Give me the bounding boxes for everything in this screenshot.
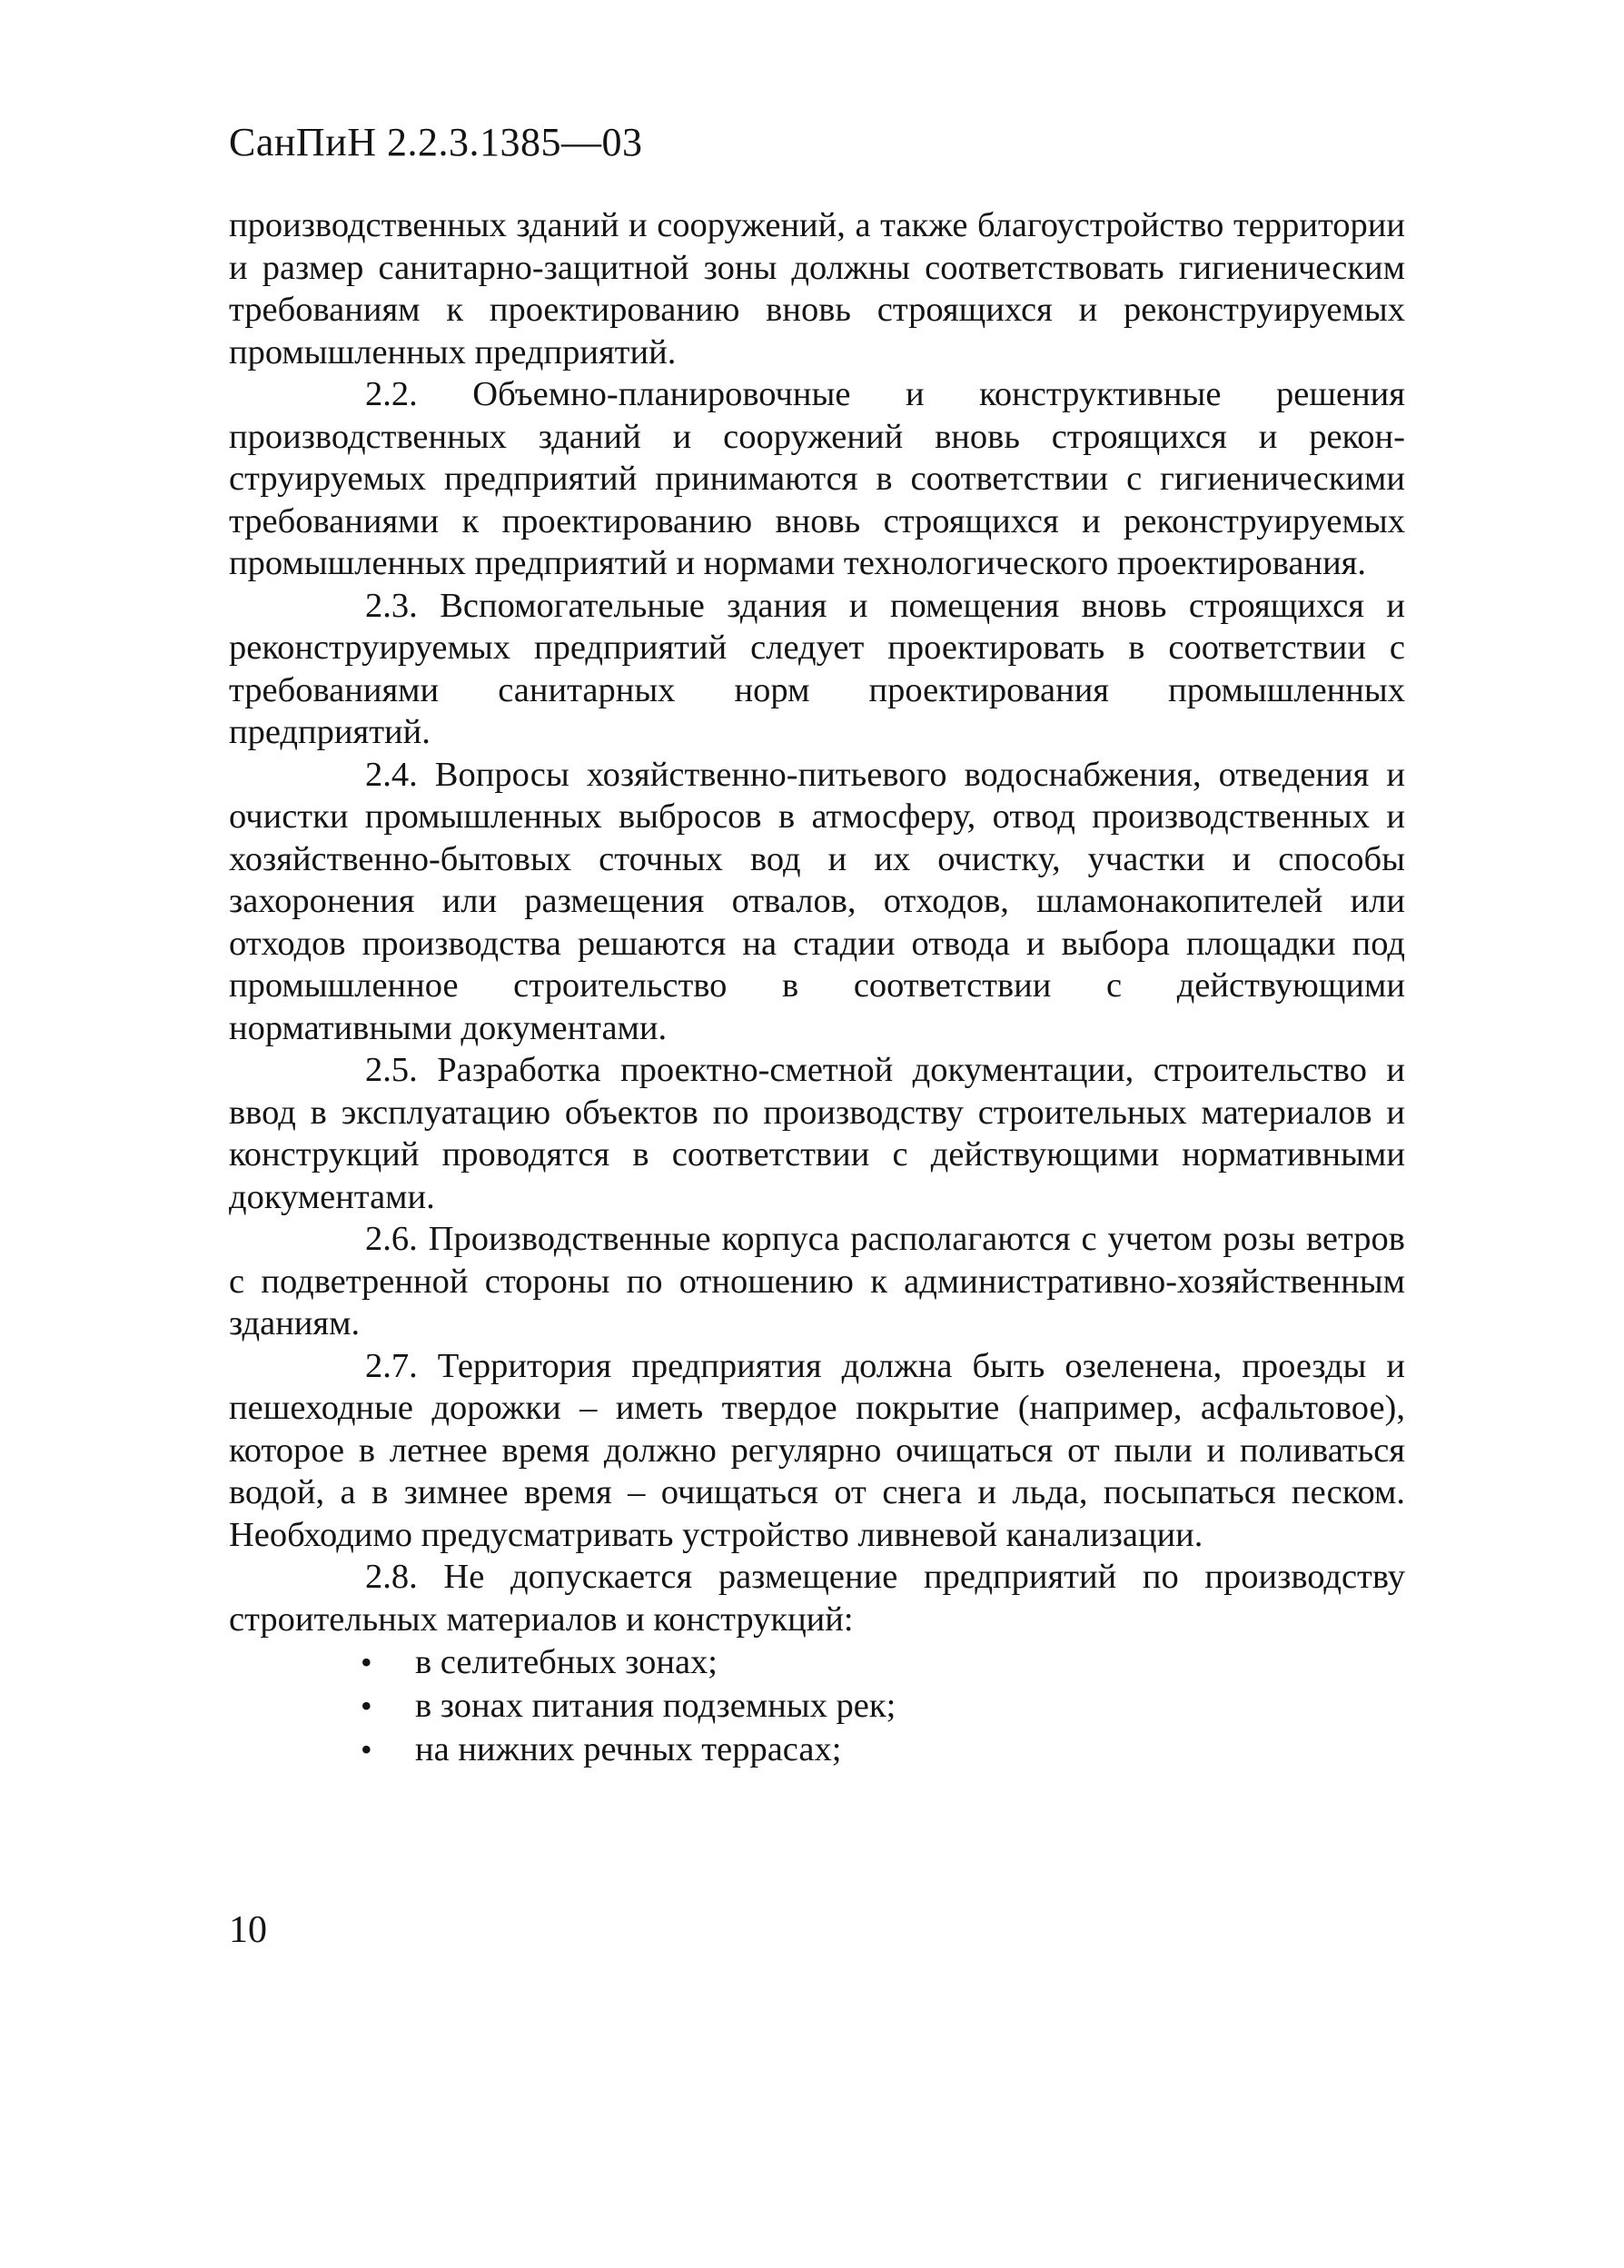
- paragraph-2-4: 2.4. Вопросы хозяйственно-питьевого водоснабжения, отведения и очистки промышленных выбросов в атмосферу, отвод производственных и хозяйственно-бытовых сточных вод и их очистку, участки и способы захоронения или размещения отвалов, отходов, шламонакопителей или отходов производства решаются на стадии отвода и выбора площадки под промышленное строительство в соответствии с действующими нормативными документами.: [229, 755, 1405, 1047]
- list-item: [229, 1684, 1405, 1728]
- list-item-text: в зонах питания подземных рек;: [415, 1687, 896, 1725]
- document-body: [229, 204, 1405, 1771]
- paragraph-2-3: 2.3. Вспомогательные здания и помещения вновь строящихся и реконструируемых предприятий следует проектировать в соответствии с требованиями санитарных норм проектирования промышленных предприятий.: [229, 586, 1405, 751]
- bullet-icon: •: [361, 1644, 372, 1680]
- paragraph-2-8: 2.8. Не допускается размещение предприятий по производству строительных материалов и конструкций:: [229, 1558, 1405, 1639]
- page-number: 10: [229, 1909, 267, 1951]
- document-code-header: СанПиН 2.2.3.1385—03: [229, 120, 643, 164]
- bullet-icon: •: [361, 1688, 372, 1724]
- list-item: [229, 1640, 1405, 1684]
- list-item: [229, 1728, 1405, 1771]
- prohibited-locations-list: [229, 1640, 1405, 1771]
- paragraph-continuation: производственных зданий и сооружений, а также благоустройство территории и размер санитарно-защитной зоны должны соответствовать гигиеническим требованиям к проектированию вновь строящихся и реконструируемых промышленных предприятий.: [229, 206, 1405, 371]
- paragraph-2-6: 2.6. Производственные корпуса располагаются с учетом розы ветров с подветренной стороны по отношению к административно-хозяйственным зданиям.: [229, 1220, 1405, 1342]
- list-item-text: на нижних речных террасах;: [415, 1730, 842, 1768]
- bullet-icon: •: [361, 1731, 372, 1768]
- paragraph-2-2: 2.2. Объемно-планировочные и конструктивные решения производственных зданий и сооружений вновь строящихся и реконструируемых предприятий принимаются в соответствии с гигиеническими требованиями к проектированию вновь строящихся и реконструируемых промышленных предприятий и нормами технологического проектирования.: [229, 375, 1405, 582]
- list-item-text: в селитебных зонах;: [415, 1643, 718, 1681]
- paragraph-2-7: 2.7. Территория предприятия должна быть озеленена, проезды и пешеходные дорожки – иметь твердое покрытие (например, асфальтовое), которое в летнее время должно регулярно очищаться от пыли и поливаться водой, а в зимнее время – очищаться от снега и льда, посыпаться песком. Необходимо предусматривать устройство ливневой канализации.: [229, 1346, 1405, 1554]
- paragraph-2-5: 2.5. Разработка проектно-сметной документации, строительство и ввод в эксплуатацию объектов по производству строительных материалов и конструкций проводятся в соответствии с действующими нормативными документами.: [229, 1051, 1405, 1216]
